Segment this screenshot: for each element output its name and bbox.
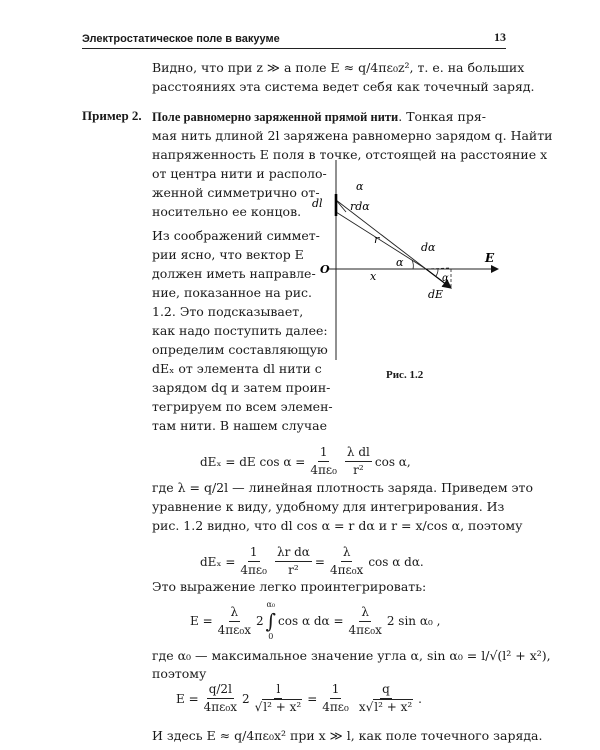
example-line-1: Поле равномерно заряженной прямой нити. Тонкая пря- — [152, 109, 486, 124]
running-header — [82, 30, 506, 49]
figure-1-2 — [308, 160, 508, 360]
equation-3: E = $\frac{\lambda}{\text{4πε₀x}}$ 2 α₀ ∫ 0 cos α dα = $\frac{\lambda}{\text{4πε₀x}}$ 2 sin α₀ , — [190, 600, 441, 641]
narrow-line: от центра нити и располо- — [152, 166, 327, 181]
narrow-line: dEₓ от элемента dl нити с — [152, 361, 322, 376]
arc-alpha-2 — [436, 269, 438, 276]
text2-line-2: уравнение к виду, удобному для интегрирования. Из — [152, 499, 505, 514]
narrow-line: носительно ее концов. — [152, 204, 302, 219]
label-dE: dE — [428, 288, 444, 301]
narrow-line: определим составляющую — [152, 342, 328, 357]
integral-sign: α₀ ∫ 0 — [265, 600, 277, 641]
narrow-line: как надо поступить далее: — [152, 323, 328, 338]
text2-line-3: рис. 1.2 видно, что dl cos α = r dα и r = x/cos α, поэтому — [152, 518, 523, 533]
page-number: 13 — [494, 30, 506, 44]
label-dl: dl — [312, 197, 323, 210]
text4-line-1: где α₀ — максимальное значение угла α, sin α₀ = l/√(l² + x²), — [152, 648, 551, 663]
narrow-line: там нити. В нашем случае — [152, 418, 327, 433]
narrow-line: ние, показанное на рис. — [152, 285, 313, 300]
label-r: r — [374, 233, 380, 246]
equation-2: dEₓ = $\frac{1}{\text{4πε₀}}$ $\frac{\text{λr dα}}{\text{r²}}$ = $\frac{\lambda}{\text{4πε₀x}}$ cos α dα. — [200, 545, 424, 577]
narrow-line: 1.2. Это подсказывает, — [152, 304, 304, 319]
text2-line-1: где λ = q/2l — линейная плотность заряда. Приведем это — [152, 480, 533, 495]
label-alpha-3: α — [442, 273, 449, 284]
example-line-3: напряженность E поля в точке, отстоящей на расстояние x — [152, 147, 548, 162]
intro-line-2: расстояниях эта система ведет себя как точечный заряд. — [152, 79, 535, 94]
equation-4: E = $\frac{q/2l}{\text{4πε₀x}}$ 2 $\frac{l}{\text{√l² + x²}}$ = $\frac{1}{\text{4πε₀}}$ $\frac{q}{\text{x√l² + x²}}$ . — [176, 682, 422, 714]
narrow-line: должен иметь направле- — [152, 266, 316, 281]
narrow-line: Из соображений симмет- — [152, 228, 320, 243]
equation-1: dEₓ = dE cos α = $\frac{1}{\text{4πε₀}}$ $\frac{\text{λ dl}}{\text{r²}}$ cos α, — [200, 445, 411, 477]
header-title: Электростатическое поле в вакууме — [82, 33, 280, 45]
label-dalpha: dα — [421, 241, 436, 254]
narrow-line: женной симметрично от- — [152, 185, 320, 200]
intro-line-1: Видно, что при z ≫ a поле E ≈ q/4πε₀z², т. е. на больших — [152, 60, 525, 75]
example-line-2: мая нить длиной 2l заряжена равномерно зарядом q. Найти — [152, 128, 553, 143]
example-label: Пример 2. — [82, 108, 142, 123]
label-alpha-2: α — [396, 256, 404, 269]
label-x: x — [370, 270, 377, 283]
text5-line-1: И здесь E ≈ q/4πε₀x² при x ≫ l, как поле точечного заряда. — [152, 728, 543, 743]
narrow-line: тегрируем по всем элемен- — [152, 399, 333, 414]
label-E: E — [485, 251, 495, 265]
figure-caption: Рис. 1.2 — [386, 369, 424, 381]
narrow-line: рии ясно, что вектор E — [152, 247, 304, 262]
text4-line-2: поэтому — [152, 666, 207, 681]
narrow-line: зарядом dq и затем проин- — [152, 380, 331, 395]
example-title: Поле равномерно заряженной прямой нити — [152, 110, 399, 124]
label-alpha: α — [356, 180, 364, 193]
label-O: O — [320, 263, 330, 276]
label-rdalpha: rdα — [350, 200, 370, 213]
text3-line-1: Это выражение легко проинтегрировать: — [152, 579, 427, 594]
